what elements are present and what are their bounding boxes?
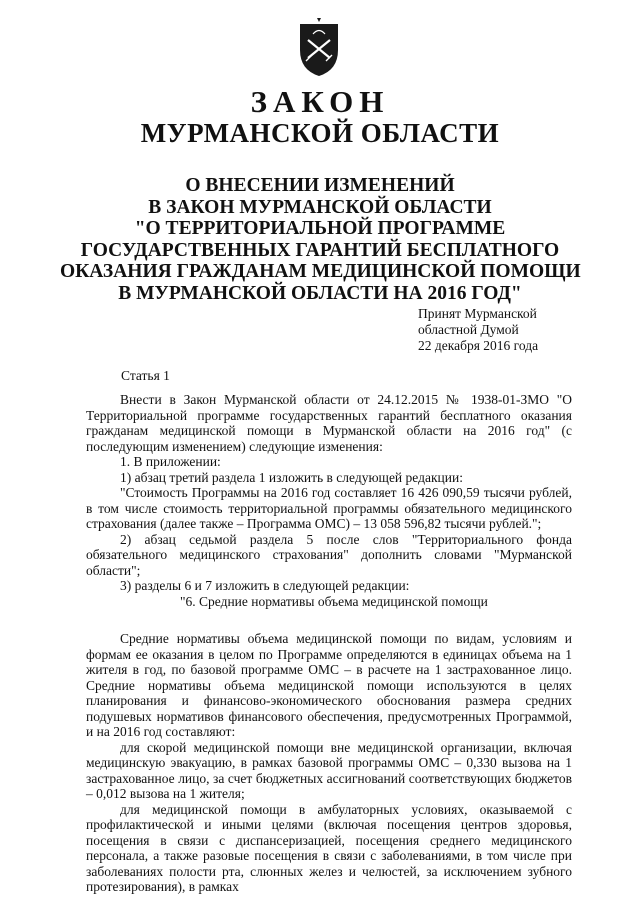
paragraph: Внести в Закон Мурманской области от 24.12.2015 № 1938-01-ЗМО "О Территориальной программе государственных гарантий бесплатного оказания гражданам медицинской помощи в Мурманской области на 2016 год" (с последующим изменением) следующие изменения:: [86, 392, 572, 454]
paragraph: Средние нормативы объема медицинской помощи по видам, условиям и формам ее оказания в целом по Программе определяются в единицах объема на 1 жителя в год, по базовой программе ОМС – в расчете на 1 застрахованное лицо. Средние нормативы объема медицинской помощи используются в целях планирования и финансово-экономического обоснования размера средних подушевых нормативов финансового обеспечения, предусмотренных Программой, и на 2016 год составляют:: [86, 631, 572, 739]
heading-line: ОКАЗАНИЯ ГРАЖДАНАМ МЕДИЦИНСКОЙ ПОМОЩИ: [60, 261, 581, 282]
article-body: [86, 392, 572, 895]
law-title: ЗАКОН: [250, 84, 390, 119]
adoption-note: [418, 306, 538, 354]
adoption-line: областной Думой: [418, 322, 519, 337]
paragraph: для скорой медицинской помощи вне медицинской организации, включая медицинскую эвакуацию, в рамках базовой программы ОМС – 0,330 вызова на 1 застрахованное лицо, за счет бюджетных ассигнований соответствующих бюджетов – 0,012 вызова на 1 жителя;: [86, 739, 572, 801]
region-title: МУРМАНСКОЙ ОБЛАСТИ: [140, 118, 500, 148]
heading-line: В ЗАКОН МУРМАНСКОЙ ОБЛАСТИ: [148, 196, 492, 218]
heading-line: О ВНЕСЕНИИ ИЗМЕНЕНИЙ: [185, 175, 455, 196]
heading-line: ГОСУДАРСТВЕННЫХ ГАРАНТИЙ БЕСПЛАТНОГО: [80, 239, 560, 261]
law-heading: [60, 175, 580, 304]
article-title: Статья 1: [121, 368, 170, 383]
paragraph: для медицинской помощи в амбулаторных условиях, оказываемой с профилактической и иными целями (включая посещения центров здоровья, посещения в связи с диспансеризацией, посещения среднего медицинского персонала, а также разовые посещения в связи с заболеваниями, в том числе при заболеваниях полости рта, слюнных желез и челюстей, за исключением зубного протезирования), в рамках: [86, 801, 572, 894]
adoption-line: Принят Мурманской: [418, 306, 537, 321]
coat-of-arms-emblem: [296, 18, 342, 78]
paragraph: 1. В приложении:: [120, 454, 221, 469]
adoption-date: 22 декабря 2016 года: [418, 338, 539, 353]
paragraph: 1) абзац третий раздела 1 изложить в следующей редакции:: [120, 469, 463, 485]
heading-line: В МУРМАНСКОЙ ОБЛАСТИ НА 2016 ГОД": [118, 282, 522, 304]
heading-line: "О ТЕРРИТОРИАЛЬНОЙ ПРОГРАММЕ: [134, 218, 506, 239]
section-title: "6. Средние нормативы объема медицинской помощи: [180, 593, 488, 609]
paragraph: "Стоимость Программы на 2016 год составляет 16 426 090,59 тысячи рублей, в том числе стоимость территориальной программы обязательного медицинского страхования (далее также – Программа ОМС) – 13 058 596,82 тысячи рублей.";: [86, 485, 572, 531]
paragraph: 2) абзац седьмой раздела 5 после слов "Территориального фонда обязательного медицинского страхования" дополнить словами "Мурманской области";: [86, 531, 572, 578]
paragraph: 3) разделы 6 и 7 изложить в следующей редакции:: [120, 578, 410, 593]
